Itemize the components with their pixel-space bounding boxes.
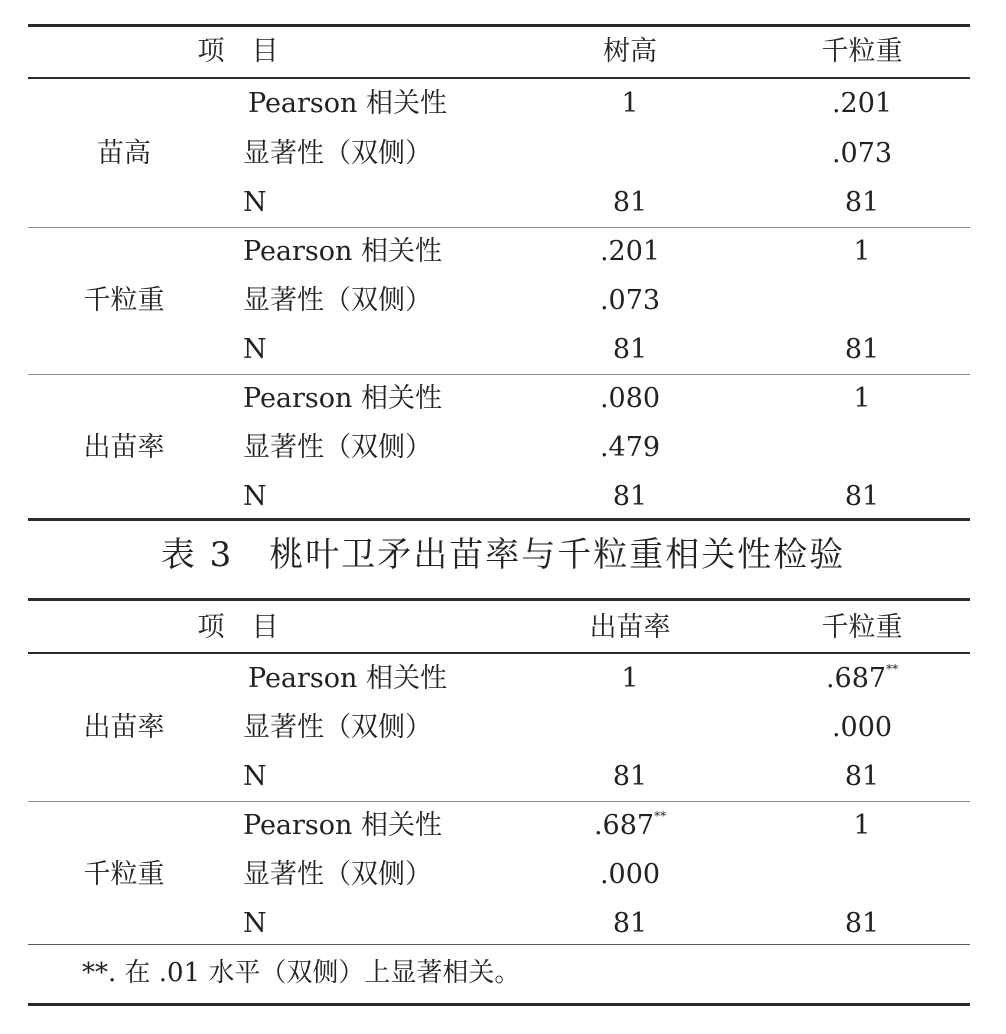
table2-group-divider xyxy=(28,374,970,375)
table2-cell: 81 xyxy=(844,481,880,512)
table2-stat-label: 显著性（双侧） xyxy=(243,432,432,463)
table3-cell-significant xyxy=(825,662,899,694)
table3-cell-significant xyxy=(593,809,667,841)
table3-group-divider xyxy=(28,801,970,802)
table2-group-label: 苗高 xyxy=(97,138,151,169)
table2-stat-label: N xyxy=(243,187,267,218)
table2-stat-label: N xyxy=(243,334,267,365)
table3-stat-label: 显著性（双侧） xyxy=(243,712,432,743)
table2-cell: 1 xyxy=(621,88,639,119)
table2-stat-label: 显著性（双侧） xyxy=(243,138,432,169)
table2-bottom-rule xyxy=(28,518,970,521)
table3-top-rule xyxy=(28,598,970,601)
table3-footnote: **. 在 .01 水平（双侧）上显著相关。 xyxy=(82,958,521,988)
table2-cell: .080 xyxy=(599,383,661,414)
table3-cell: 1 xyxy=(621,663,639,694)
table2-cell: 81 xyxy=(612,334,648,365)
table2-stat-label: N xyxy=(243,481,267,512)
table3-caption: 表 3 桃叶卫矛出苗率与千粒重相关性检验 xyxy=(160,535,846,575)
table2-cell: 1 xyxy=(853,383,871,414)
table3-group-label: 出苗率 xyxy=(83,712,165,743)
table2-stat-label: 显著性（双侧） xyxy=(243,285,432,316)
table3-cell: 81 xyxy=(612,761,648,792)
table2-stat-label: Pearson 相关性 xyxy=(243,236,443,267)
table2-cell: 81 xyxy=(612,187,648,218)
table2-cell: 81 xyxy=(844,187,880,218)
table3-bottom-rule xyxy=(28,1003,970,1006)
table2-cell: .073 xyxy=(831,138,893,169)
table3-cell: .000 xyxy=(599,859,661,890)
table2-cell: .201 xyxy=(599,236,661,267)
table3-stat-label: 显著性（双侧） xyxy=(243,859,432,890)
table2-cell: 1 xyxy=(853,236,871,267)
table3-stat-label: Pearson 相关性 xyxy=(248,663,448,694)
table3-stat-label: Pearson 相关性 xyxy=(243,810,443,841)
table3-group-label: 千粒重 xyxy=(83,859,165,890)
significance-marker: ** xyxy=(654,809,667,823)
table3-header-col1: 出苗率 xyxy=(589,612,671,643)
table2-cell: .479 xyxy=(599,432,661,463)
table3-stat-label: N xyxy=(243,761,267,792)
table3-cell-value: .687 xyxy=(593,810,655,841)
table2-cell: .201 xyxy=(831,88,893,119)
table3-cell: .000 xyxy=(831,712,893,743)
table3-cell: 81 xyxy=(612,908,648,939)
significance-marker: ** xyxy=(886,662,899,676)
table2-group-label: 出苗率 xyxy=(83,432,165,463)
table3-header-item: 项 目 xyxy=(197,612,279,643)
table2-header-col1: 树高 xyxy=(603,36,657,67)
table2-header-col2: 千粒重 xyxy=(821,36,903,67)
table3-cell: 81 xyxy=(844,908,880,939)
table3-header-rule xyxy=(28,652,970,654)
table3-cell: 1 xyxy=(853,810,871,841)
table2-header-rule xyxy=(28,77,970,79)
table2-group-label: 千粒重 xyxy=(83,285,165,316)
table2-cell: 81 xyxy=(844,334,880,365)
table3-footnote-rule xyxy=(28,944,970,945)
table2-cell: .073 xyxy=(599,285,661,316)
table2-group-divider xyxy=(28,227,970,228)
table2-header-item: 项 目 xyxy=(197,36,279,67)
table2-stat-label: Pearson 相关性 xyxy=(243,383,443,414)
table3-cell: 81 xyxy=(844,761,880,792)
table3-stat-label: N xyxy=(243,908,267,939)
table3-cell-value: .687 xyxy=(825,663,887,694)
table3-header-col2: 千粒重 xyxy=(821,612,903,643)
table2-cell: 81 xyxy=(612,481,648,512)
table2-stat-label: Pearson 相关性 xyxy=(248,88,448,119)
table2-top-rule xyxy=(28,24,970,27)
